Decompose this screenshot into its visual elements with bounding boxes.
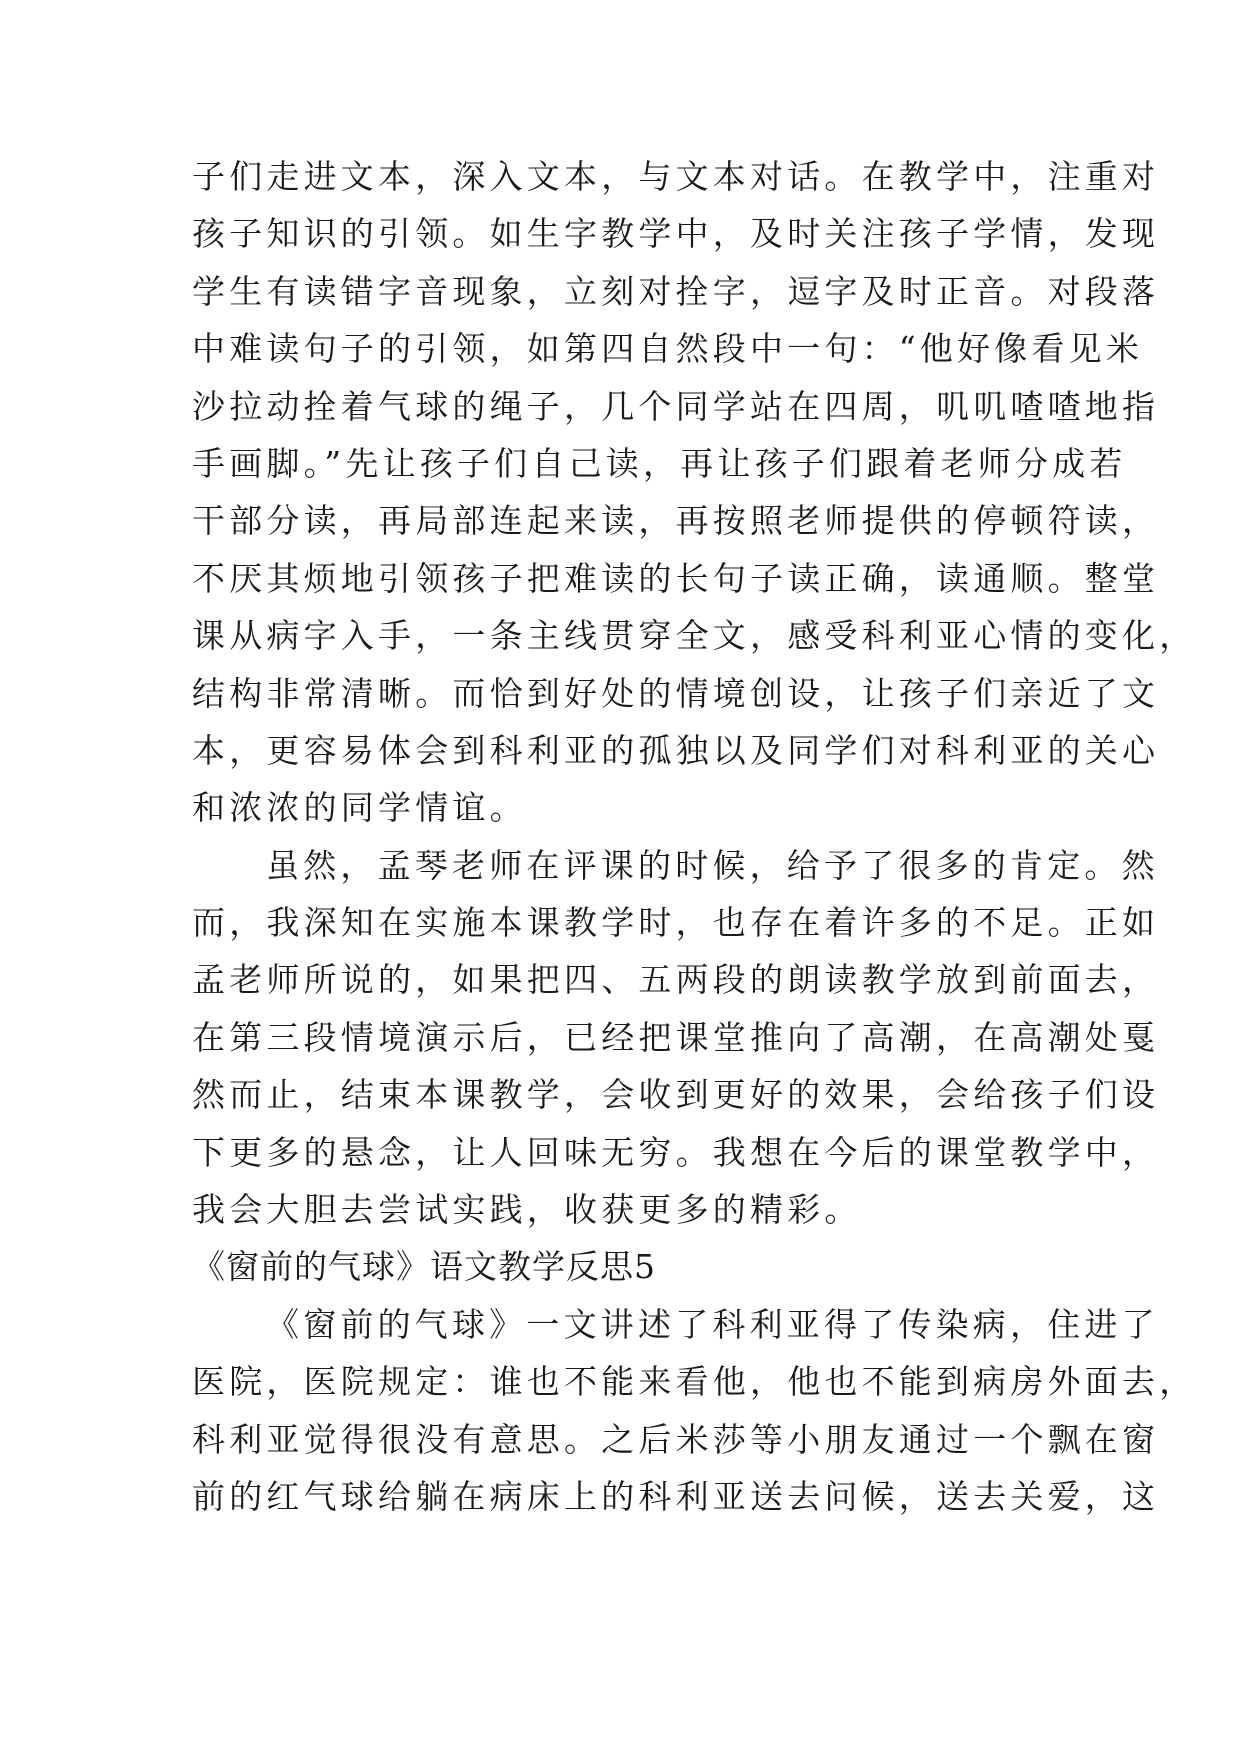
body-line: 手画脚。”先让孩子们自己读，再让孩子们跟着老师分成若: [192, 443, 1127, 483]
body-line: 我会大胆去尝试实践，收获更多的精彩。: [192, 1190, 862, 1230]
document-body: [192, 148, 1197, 1525]
body-line: 孟老师所说的，如果把四、五两段的朗读教学放到前面去，: [192, 960, 1160, 1000]
paragraph-first-line: 《窗前的气球》一文讲述了科利亚得了传染病，住进了: [266, 1304, 1159, 1344]
body-line: 然而止，结束本课教学，会收到更好的效果，会给孩子们设: [192, 1075, 1160, 1115]
body-line: 孩子知识的引领。如生字教学中，及时关注孩子学情，发现: [192, 214, 1160, 254]
body-line: 干部分读，再局部连起来读，再按照老师提供的停顿符读，: [192, 501, 1160, 541]
body-line: 本，更容易体会到科利亚的孤独以及同学们对科利亚的关心: [192, 730, 1160, 770]
body-line: 科利亚觉得很没有意思。之后米莎等小朋友通过一个飘在窗: [192, 1419, 1160, 1459]
body-line: 下更多的悬念，让人回味无穷。我想在今后的课堂教学中，: [192, 1132, 1160, 1172]
body-line: 医院，医院规定：谁也不能来看他，他也不能到病房外面去，: [192, 1362, 1197, 1402]
body-line: 沙拉动拴着气球的绳子，几个同学站在四周，叽叽喳喳地指: [192, 386, 1160, 426]
body-line: 不厌其烦地引领孩子把难读的长句子读正确，读通顺。整堂: [192, 558, 1160, 598]
body-line: 前的红气球给躺在病床上的科利亚送去问候，送去关爱，这: [192, 1476, 1160, 1516]
paragraph-first-line: 虽然，孟琴老师在评课的时候，给予了很多的肯定。然: [266, 845, 1159, 885]
body-line: 而，我深知在实施本课教学时，也存在着许多的不足。正如: [192, 903, 1160, 943]
body-line: 结构非常清晰。而恰到好处的情境创设，让孩子们亲近了文: [192, 673, 1160, 713]
body-line: 子们走进文本，深入文本，与文本对话。在教学中，注重对: [192, 157, 1160, 196]
section-heading: 《窗前的气球》语文教学反思5: [192, 1247, 656, 1287]
body-line: 中难读句子的引领，如第四自然段中一句：“他好像看见米: [192, 329, 1144, 369]
body-line: 在第三段情境演示后，已经把课堂推向了高潮，在高潮处戛: [192, 1017, 1160, 1057]
body-line: 学生有读错字音现象，立刻对拴字，逗字及时正音。对段落: [192, 271, 1160, 311]
body-line: 课从病字入手，一条主线贯穿全文，感受科利亚心情的变化，: [192, 616, 1197, 656]
body-line: 和浓浓的同学情谊。: [192, 788, 527, 828]
